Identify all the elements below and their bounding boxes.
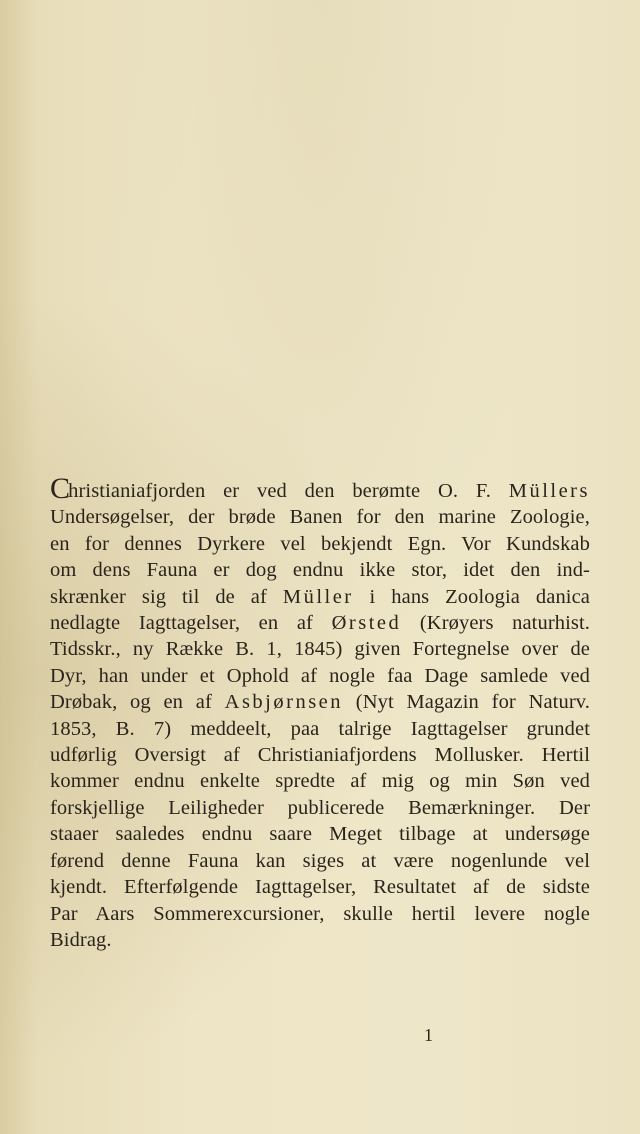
text-run: Dyr, han under et Ophold af nogle faa Dage samlede ved — [50, 664, 590, 687]
text-line — [50, 610, 590, 636]
text-run: kommer endnu enkelte spredte af mig og min Søn ved — [50, 770, 590, 793]
text-run: udførlig Oversigt af Christianiafjordens Mollusker. Hertil — [50, 744, 590, 767]
text-run: Bidrag. — [50, 928, 112, 951]
text-line — [50, 531, 590, 557]
text-run: Undersøgelser, der brøde Banen for den marine Zoologie, — [50, 506, 590, 529]
text-line — [50, 584, 590, 610]
text-line — [50, 716, 590, 742]
text-line — [50, 636, 590, 662]
text-run: skrænker sig til de af — [50, 585, 283, 608]
text-run: Tidsskr., ny Række B. 1, 1845) given Fortegnelse over de — [50, 638, 590, 661]
text-line — [50, 504, 590, 530]
author-name: Asbjørnsen — [224, 691, 344, 714]
text-line — [50, 768, 590, 794]
text-line — [50, 689, 590, 715]
text-line — [50, 901, 590, 927]
text-run: en for dennes Dyrkere vel bekjendt Egn. Vor Kundskab — [50, 532, 590, 555]
page-number: 1 — [424, 1025, 433, 1045]
text-run: forskjellige Leiligheder publicerede Bemærkninger. Der — [50, 796, 590, 819]
text-run: (Krøyers naturhist. — [401, 612, 591, 635]
text-line — [50, 821, 590, 847]
text-run: (Nyt Magazin for Naturv. — [343, 691, 590, 714]
text-line — [50, 557, 590, 583]
text-line — [50, 927, 590, 953]
text-run: 1853, B. 7) meddeelt, paa talrige Iagttagelser grundet — [50, 717, 590, 740]
text-run: førend denne Fauna kan siges at være nogenlunde vel — [50, 849, 590, 872]
text-run: nedlagte Iagttagelser, en af — [50, 612, 332, 635]
text-run: staaer saaledes endnu saare Meget tilbage at undersøge — [50, 823, 590, 846]
author-name: Müller — [282, 585, 354, 608]
text-run: om dens Fauna er dog endnu ikke stor, idet den ind- — [50, 559, 590, 582]
drop-cap: C — [50, 472, 71, 505]
text-run: Par Aars Sommerexcursioner, skulle hertil levere nogle — [50, 902, 590, 925]
author-name: Ørsted — [331, 612, 402, 635]
text-line — [50, 848, 590, 874]
text-run: Drøbak, og en af — [50, 691, 225, 714]
text-line — [50, 472, 590, 505]
text-line — [50, 874, 590, 900]
text-run: i hans Zoologia danica — [353, 585, 590, 608]
text-run: kjendt. Efterfølgende Iagttagelser, Resultatet af de sidste — [50, 876, 590, 899]
body-paragraph — [50, 472, 591, 953]
author-name: Müllers — [508, 480, 590, 502]
text-line — [50, 795, 590, 821]
text-line — [50, 663, 590, 689]
text-line — [50, 742, 590, 768]
text-run: hristianiafjorden er ved den berømte O. F. — [68, 480, 509, 502]
